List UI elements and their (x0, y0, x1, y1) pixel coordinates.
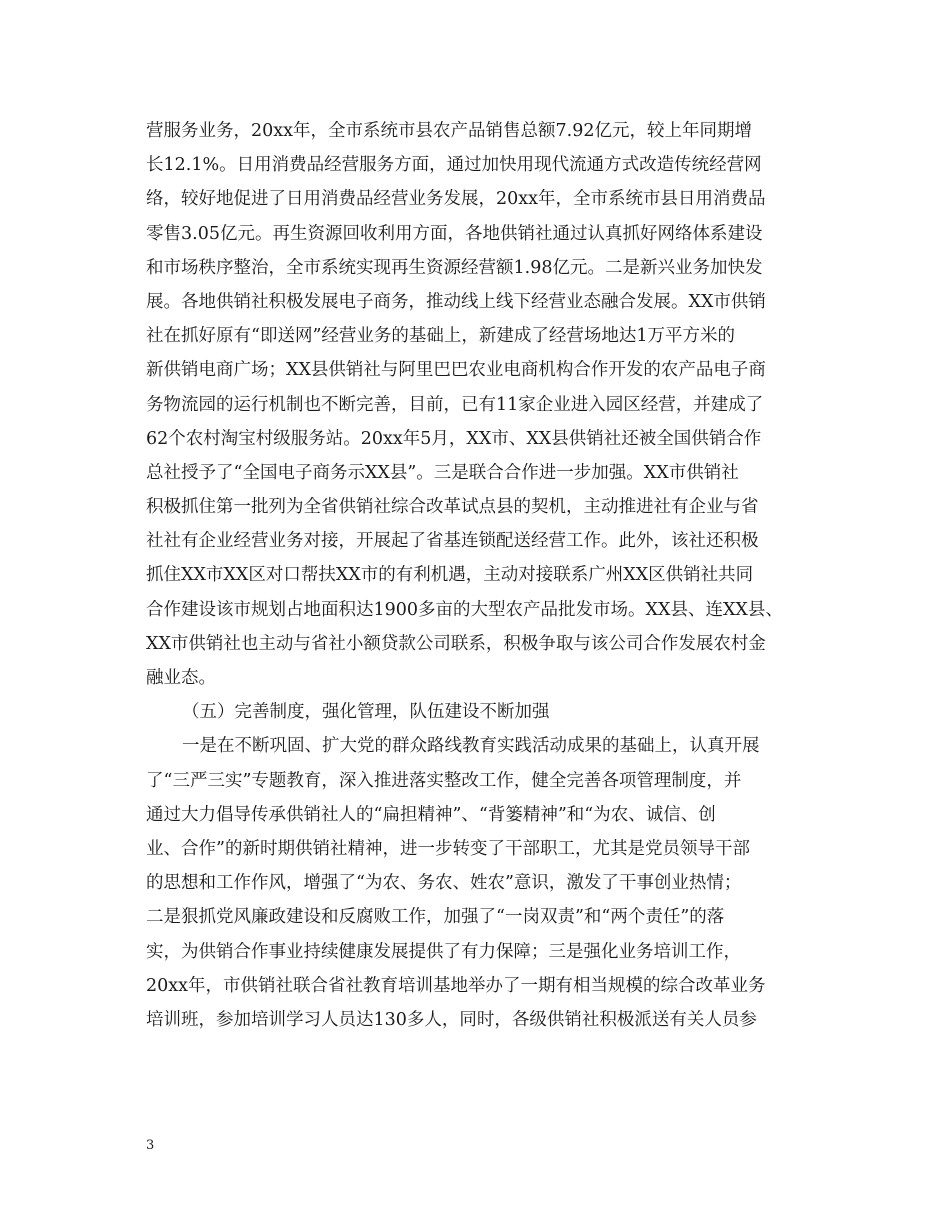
text-line: 20xx年，市供销社联合省社教育培训基地举办了一期有相当规模的综合改革业务 (146, 975, 766, 996)
text-line: 总社授予了“全国电子商务示XX县”。三是联合合作进一步加强。XX市供销社 (146, 462, 739, 483)
text-line: 络，较好地促进了日用消费品经营业务发展，20xx年，全市系统市县日用消费品 (146, 189, 766, 210)
text-line: 融业态。 (146, 668, 216, 688)
text-line: 新供销电商广场；XX县供销社与阿里巴巴农业电商机构合作开发的农产品电子商 (146, 360, 766, 381)
paragraph-continued (146, 114, 806, 695)
text-line: 合作建设该市规划占地面积达1900多亩的大型农产品批发市场。XX县、连XX县、 (146, 599, 783, 620)
text-line: 的思想和工作作风，增强了“为农、务农、姓农”意识，激发了干事创业热情； (146, 873, 742, 894)
text-line: 抓住XX市XX区对口帮扶XX市的有利机遇，主动对接联系广州XX区供销社共同 (146, 565, 754, 586)
text-line: XX市供销社也主动与省社小额贷款公司联系，积极争取与该公司合作发展农村金 (146, 633, 766, 654)
text-line: 社社有企业经营业务对接，开展起了省基连锁配送经营工作。此外，该社还积极 (146, 531, 759, 552)
text-line: 二是狠抓党风廉政建设和反腐败工作，加强了“一岗双责”和“两个责任”的落 (146, 907, 725, 928)
text-line: 营服务业务，20xx年，全市系统市县农产品销售总额7.92亿元，较上年同期增 (146, 121, 752, 141)
text-line: 积极抓住第一批列为全省供销社综合改革试点县的契机，主动推进社有企业与省 (146, 497, 759, 518)
text-line: 通过大力倡导传承供销社人的“扁担精神”、“背篓精神”和“为农、诚信、创 (146, 804, 716, 825)
document-body (146, 114, 806, 1037)
text-line: 和市场秩序整治，全市系统实现再生资源经营额1.98亿元。二是新兴业务加快发 (146, 257, 763, 278)
text-line: 实，为供销合作事业持续健康发展提供了有力保障；三是强化业务培训工作， (146, 941, 741, 962)
text-line: 社在抓好原有“即送网”经营业务的基础上，新建成了经营场地达1万平方米的 (146, 326, 736, 347)
paragraph (146, 729, 806, 1037)
section-heading: （五）完善制度，强化管理，队伍建设不断加强 (182, 702, 550, 723)
text-line: 62个农村淘宝村级服务站。20xx年5月，XX市、XX县供销社还被全国供销合作 (146, 428, 762, 449)
text-line: 一是在不断巩固、扩大党的群众路线教育实践活动成果的基础上，认真开展 (182, 736, 760, 757)
page-number: 3 (146, 1138, 155, 1153)
text-line: 业、合作”的新时期供销社精神，进一步转变了干部职工，尤其是党员领导干部 (146, 838, 750, 859)
text-line: 务物流园的运行机制也不断完善，目前，已有11家企业进入园区经营，并建成了 (146, 394, 764, 415)
text-line: 零售3.05亿元。再生资源回收利用方面，各地供销社通过认真抓好网络体系建设 (146, 223, 763, 244)
text-line: 长12.1%。日用消费品经营服务方面，通过加快用现代流通方式改造传统经营网 (146, 155, 762, 176)
text-line: 培训班，参加培训学习人员达130多人，同时，各级供销社积极派送有关人员参 (146, 1009, 757, 1030)
text-line: 了“三严三实”专题教育，深入推进落实整改工作，健全完善各项管理制度，并 (146, 770, 742, 791)
text-line: 展。各地供销社积极发展电子商务，推动线上线下经营业态融合发展。XX市供销 (146, 291, 766, 312)
